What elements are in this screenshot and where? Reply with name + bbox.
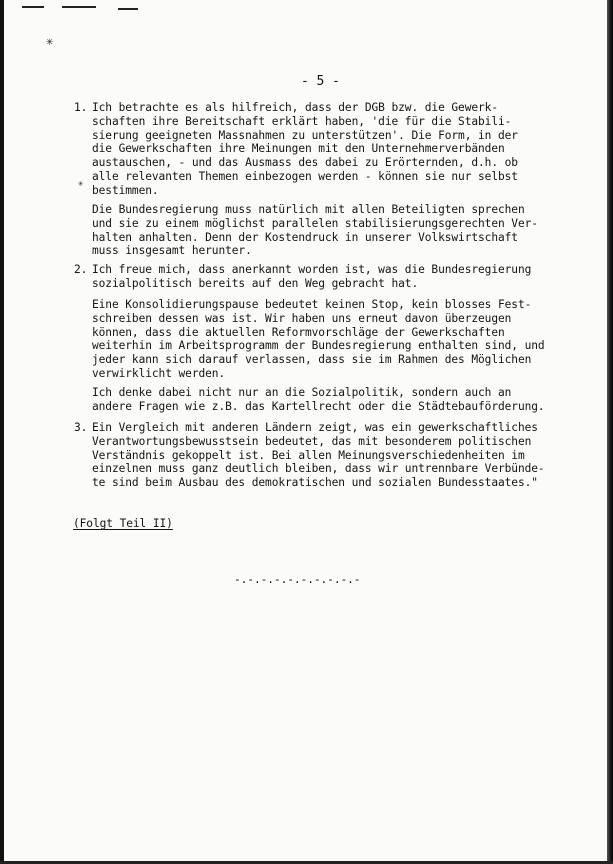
text-line: weiterhin im Arbeitsprogramm der Bundesregierung enthalten sind, und xyxy=(92,339,545,353)
follow-note: (Folgt Teil II) xyxy=(73,517,173,530)
text-line: Ich freue mich, dass anerkannt worden ist, was die Bundesregierung xyxy=(92,263,532,276)
scan-top-marks xyxy=(0,0,613,20)
text-line: sierung geeigneten Massnahmen zu unterstützen'. Die Form, in der xyxy=(92,128,518,142)
text-line: sozialpolitisch bereits auf den Weg gebracht hat. xyxy=(92,276,419,290)
text-line: Verantwortungsbewusstsein bedeutet, das mit besonderem politischen xyxy=(92,434,532,448)
text-line: halten anhalten. Denn der Kostendruck in unserer Volkswirtschaft xyxy=(92,230,518,244)
item-number: 1. xyxy=(74,101,88,114)
item-number: 3. xyxy=(74,421,88,434)
text-line: alle relevanten Themen einbezogen werden - können sie nur selbst xyxy=(92,169,518,183)
text-line: Ein Vergleich mit anderen Ländern zeigt, was ein gewerkschaftliches xyxy=(92,421,538,434)
text-line: Ich denke dabei nicht nur an die Sozialpolitik, sondern auch an xyxy=(92,386,512,399)
scan-border-right xyxy=(607,0,613,864)
item-number: 2. xyxy=(74,263,88,276)
text-line: Eine Konsolidierungspause bedeutet keinen Stop, kein blosses Fest- xyxy=(92,298,532,311)
text-line: te sind beim Ausbau des demokratischen und sozialen Bundesstaates." xyxy=(92,476,538,490)
page-number: - 5 - xyxy=(301,74,340,89)
text-line: andere Fragen wie z.B. das Kartellrecht oder die Städtebauförderung. xyxy=(92,399,545,413)
text-line: Verständnis gekoppelt ist. Bei allen Meinungsverschiedenheiten im xyxy=(92,448,525,462)
scan-speck: ✳ xyxy=(78,179,84,189)
text-line: und sie zu einem möglichst parallelen stabilisierungsgerechten Ver- xyxy=(92,216,538,230)
scan-border-left xyxy=(0,0,4,864)
numbered-item-2 xyxy=(74,263,594,291)
text-line: jeder kann sich darauf verlassen, dass sie im Rahmen des Möglichen xyxy=(92,353,532,367)
text-line: bestimmen. xyxy=(92,183,159,197)
text-line: schaften ihre Bereitschaft erklärt haben, 'die für die Stabili- xyxy=(92,114,512,128)
scan-speck: ✳ xyxy=(46,34,54,48)
text-line: austauschen, - und das Ausmass des dabei zu Erörternden, d.h. ob xyxy=(92,156,518,170)
text-line: muss insgesamt herunter. xyxy=(92,244,252,258)
text-line: schreiben dessen was ist. Wir haben uns erneut davon überzeugen xyxy=(92,311,512,325)
paragraph-konsolidierungspause xyxy=(92,298,592,381)
end-divider: -.-.-.-.-.-.-.-.-.- xyxy=(234,573,361,586)
text-line: die Gewerkschaften ihre Meinungen mit den Unternehmerverbänden xyxy=(92,142,505,156)
paragraph-bundesregierung xyxy=(92,203,592,258)
text-line: verwirklicht werden. xyxy=(92,366,226,380)
text-line: können, dass die aktuellen Reformvorschläge der Gewerkschaften xyxy=(92,325,505,339)
text-line: einzelnen muss ganz deutlich bleiben, dass wir untrennbare Verbünde- xyxy=(92,462,545,476)
numbered-item-1 xyxy=(74,101,594,198)
text-line: Ich betrachte es als hilfreich, dass der DGB bzw. die Gewerk- xyxy=(92,101,498,114)
text-line: Die Bundesregierung muss natürlich mit allen Beteiligten sprechen xyxy=(92,203,525,216)
paragraph-sozialpolitik xyxy=(92,386,592,414)
numbered-item-3 xyxy=(74,421,594,490)
